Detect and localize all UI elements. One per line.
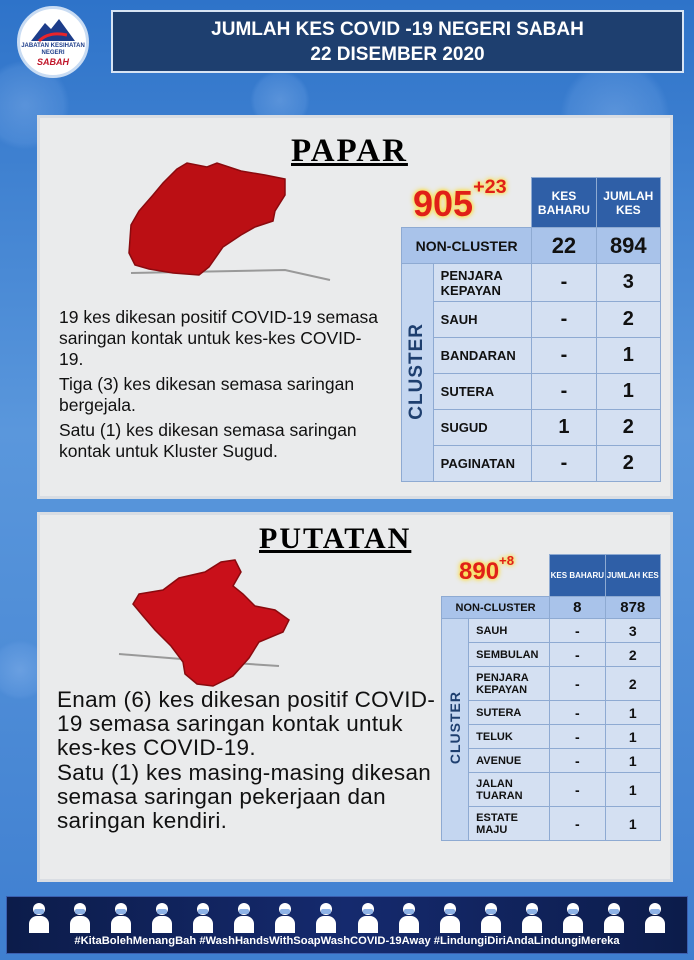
table-row [402,302,661,338]
cluster-total: 1 [605,773,660,807]
putatan-case-table [441,554,661,841]
header-date: 22 DISEMBER 2020 [310,44,485,65]
cluster-name: SAUH [469,619,550,643]
cluster-label-cell [402,264,434,482]
table-row [442,701,661,725]
table-row [402,410,661,446]
cluster-label: CLUSTER [406,322,428,420]
frontliner-icon [438,901,462,933]
frontliner-icon [602,901,626,933]
table-row [442,725,661,749]
cluster-name: SUGUD [433,410,532,446]
cluster-new: - [550,773,605,807]
papar-desc-2: Tiga (3) kes dikesan semasa saringan bergejala. [59,374,355,415]
papar-map [125,155,335,295]
table-row [442,597,661,619]
col-kes-baharu: KES BAHARU [550,555,605,597]
table-row [442,643,661,667]
frontliner-icon [479,901,503,933]
table-header-row [402,178,661,228]
frontliner-icon [397,901,421,933]
cluster-total: 1 [605,701,660,725]
cluster-total: 1 [596,338,660,374]
non-cluster-label: NON-CLUSTER [402,228,532,264]
frontliner-icon [356,901,380,933]
cluster-new: - [550,643,605,667]
frontliner-icon [561,901,585,933]
table-row [402,446,661,482]
cluster-new: - [532,374,596,410]
putatan-title: PUTATAN [259,522,412,555]
cluster-new: - [550,725,605,749]
cluster-name: JALAN TUARAN [469,773,550,807]
col-kes-baharu: KES BAHARU [532,178,596,228]
putatan-map [109,554,339,694]
non-cluster-new: 8 [550,597,605,619]
cluster-name: AVENUE [469,749,550,773]
frontliner-icon [314,901,338,933]
table-row [442,749,661,773]
cluster-total: 1 [596,374,660,410]
putatan-description [57,688,437,833]
cluster-total: 2 [605,643,660,667]
logo-name: SABAH [36,57,69,67]
cluster-label: CLUSTER [447,691,464,765]
cluster-name: TELUK [469,725,550,749]
cluster-new: 1 [532,410,596,446]
papar-case-table [401,177,661,482]
papar-title: PAPAR [291,133,408,169]
cluster-new: - [550,619,605,643]
cluster-new: - [532,338,596,374]
frontliner-icon [68,901,92,933]
hashtags: #KitaBolehMenangBah #WashHandsWithSoapWashCOVID-19Away #LindungiDiriAndaLindungiMereka [74,935,620,947]
sabah-health-logo [17,6,89,78]
frontliner-icon [191,901,215,933]
cluster-total: 1 [605,749,660,773]
cluster-total: 1 [605,725,660,749]
frontliner-icon [232,901,256,933]
frontliner-icon [150,901,174,933]
putatan-new-value: +8 [499,553,515,569]
cluster-new: - [550,701,605,725]
mountain-icon [29,17,77,43]
non-cluster-total: 894 [596,228,660,264]
cluster-new: - [550,667,605,701]
logo-caption: JABATAN KESIHATAN NEGERI [21,43,85,56]
cluster-total: 3 [596,264,660,302]
cluster-name: BANDARAN [433,338,532,374]
putatan-desc-1: Enam (6) kes dikesan positif COVID-19 semasa saringan kontak untuk kes-kes COVID-19. [57,687,436,760]
cluster-name: PENJARA KEPAYAN [469,667,550,701]
cluster-new: - [550,807,605,841]
frontliner-icons [27,901,667,933]
col-jumlah-kes: JUMLAH KES [605,555,660,597]
non-cluster-total: 878 [605,597,660,619]
cluster-total: 2 [596,410,660,446]
table-row [442,773,661,807]
cluster-name: PAGINATAN [433,446,532,482]
putatan-panel [37,512,673,882]
cluster-name: SEMBULAN [469,643,550,667]
table-row [402,228,661,264]
cluster-total: 2 [605,667,660,701]
papar-desc-3: Satu (1) kes dikesan semasa saringan kontak untuk Kluster Sugud. [59,420,357,461]
table-header-row [442,555,661,597]
cluster-new: - [532,302,596,338]
table-row [442,667,661,701]
putatan-total-value: 890 [459,558,500,585]
col-jumlah-kes: JUMLAH KES [596,178,660,228]
papar-new-value: +23 [473,176,507,199]
table-row [402,374,661,410]
header-title [111,10,684,73]
papar-total-value: 905 [413,183,474,224]
cluster-total: 1 [605,807,660,841]
cluster-total: 2 [596,446,660,482]
cluster-name: PENJARA KEPAYAN [433,264,532,302]
putatan-desc-2: Satu (1) kes masing-masing dikesan semasa saringan pekerjaan dan saringan kendiri. [57,760,432,833]
table-row [402,264,661,302]
table-row [442,807,661,841]
table-row [402,338,661,374]
non-cluster-new: 22 [532,228,596,264]
papar-desc-1: 19 kes dikesan positif COVID-19 semasa saringan kontak untuk kes-kes COVID-19. [59,307,379,369]
frontliner-icon [27,901,51,933]
papar-description [59,307,381,462]
cluster-name: ESTATE MAJU [469,807,550,841]
cluster-name: SAUH [433,302,532,338]
cluster-new: - [532,446,596,482]
frontliner-icon [109,901,133,933]
cluster-label-cell [442,619,469,841]
papar-panel [37,115,673,499]
non-cluster-label: NON-CLUSTER [442,597,550,619]
cluster-total: 2 [596,302,660,338]
table-row [442,619,661,643]
cluster-name: SUTERA [433,374,532,410]
cluster-name: SUTERA [469,701,550,725]
cluster-new: - [550,749,605,773]
footer-banner [6,896,688,954]
cluster-new: - [532,264,596,302]
header-line1: JUMLAH KES COVID -19 NEGERI SABAH [211,19,584,40]
cluster-total: 3 [605,619,660,643]
frontliner-icon [520,901,544,933]
frontliner-icon [643,901,667,933]
frontliner-icon [273,901,297,933]
